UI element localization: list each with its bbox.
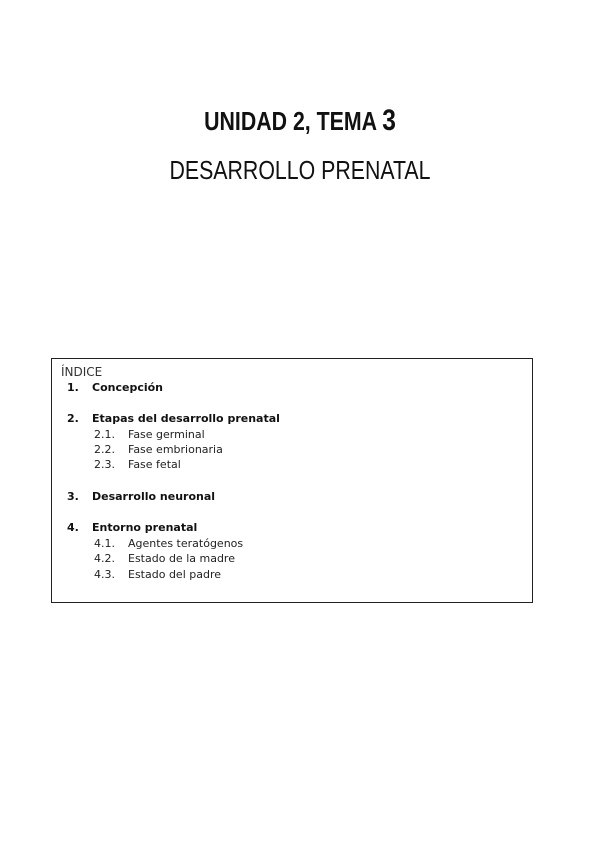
table-of-contents [51, 358, 533, 603]
toc-subsection-label: Fase germinal [128, 428, 205, 441]
toc-section-number: 1. [67, 381, 79, 394]
toc-subsection-label: Fase embrionaria [128, 443, 223, 456]
page-title-number: 3 [382, 104, 396, 137]
toc-subsection-number: 4.2. [94, 552, 115, 565]
page-subtitle: DESARROLLO PRENATAL [169, 155, 431, 185]
toc-list [52, 359, 532, 602]
toc-section-label: Etapas del desarrollo prenatal [92, 412, 280, 425]
toc-subsection-label: Agentes teratógenos [128, 537, 244, 550]
toc-subsection-label: Estado de la madre [128, 552, 235, 565]
toc-subsection-number: 2.1. [94, 428, 115, 441]
toc-section-label: Desarrollo neuronal [92, 490, 216, 503]
toc-section-label: Entorno prenatal [92, 521, 198, 534]
toc-subsection-number: 4.1. [94, 537, 115, 550]
toc-section-number: 4. [67, 521, 79, 534]
toc-subsection-label: Fase fetal [128, 458, 181, 471]
toc-subsection-number: 2.2. [94, 443, 115, 456]
toc-section-number: 2. [67, 412, 79, 425]
toc-section-number: 3. [67, 490, 79, 503]
toc-section-label: Concepción [92, 381, 163, 394]
toc-subsection-number: 2.3. [94, 458, 115, 471]
toc-subsection-number: 4.3. [94, 568, 115, 581]
page-title [54, 104, 546, 138]
toc-subsection-label: Estado del padre [128, 568, 222, 581]
page-title-prefix: UNIDAD 2, TEMA [204, 106, 383, 136]
index-heading: ÍNDICE [61, 365, 103, 379]
